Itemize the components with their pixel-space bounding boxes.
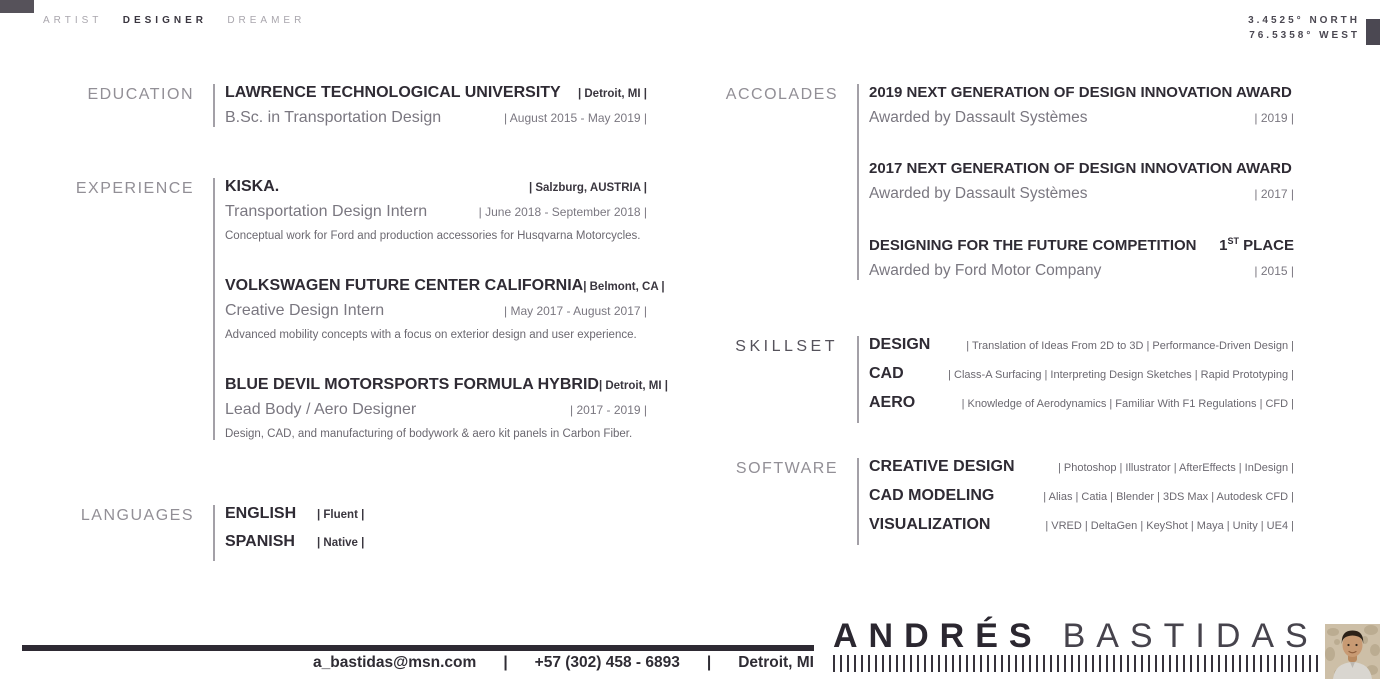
job-title: Creative Design Intern xyxy=(225,302,385,319)
award-place-ordinal: ST xyxy=(1227,236,1239,246)
software-entry xyxy=(869,487,1294,516)
award-place-word: PLACE xyxy=(1243,237,1294,254)
software-entry xyxy=(869,458,1294,487)
degree-name: B.Sc. in Transportation Design xyxy=(225,109,442,126)
job-dates: | June 2018 - September 2018 | xyxy=(478,205,647,219)
software-section xyxy=(700,458,1294,545)
coordinate-north: 3.4525° NORTH xyxy=(1248,15,1360,26)
job-description: Conceptual work for Ford and production accessories for Husqvarna Motorcycles. xyxy=(225,230,641,242)
award-by-row xyxy=(869,109,1294,127)
software-entry xyxy=(869,516,1294,545)
degree-dates: | August 2015 - May 2019 | xyxy=(504,111,647,125)
job-header xyxy=(225,376,668,394)
job-role-row xyxy=(225,302,647,320)
skill-details: | Translation of Ideas From 2D to 3D | Performance-Driven Design | xyxy=(966,340,1294,352)
job-dates: | May 2017 - August 2017 | xyxy=(504,304,647,318)
award-title-row xyxy=(869,160,1294,177)
skill-name: DESIGN xyxy=(869,336,931,353)
award-by: Awarded by Dassault Systèmes xyxy=(869,185,1088,202)
education-entry-detail xyxy=(225,109,647,127)
software-list: | Photoshop | Illustrator | AfterEffects | InDesign | xyxy=(1057,462,1294,474)
software-category: CREATIVE DESIGN xyxy=(869,458,1015,475)
languages-section xyxy=(60,505,647,561)
experience-entry xyxy=(225,178,647,242)
experience-entry xyxy=(225,376,668,440)
company-name: VOLKSWAGEN FUTURE CENTER CALIFORNIA xyxy=(225,277,584,294)
company-location: | Salzburg, AUSTRIA | xyxy=(528,182,647,194)
award-by-row xyxy=(869,262,1294,280)
header-accent-block xyxy=(0,0,34,13)
school-name: LAWRENCE TECHNOLOGICAL UNIVERSITY xyxy=(225,84,561,101)
language-entry xyxy=(225,505,647,533)
software-category: CAD MODELING xyxy=(869,487,995,504)
skillset-label: SKILLSET xyxy=(735,338,838,355)
language-name: SPANISH xyxy=(225,533,295,550)
company-location: | Detroit, MI | xyxy=(598,380,668,392)
language-level: | Native | xyxy=(317,537,365,549)
portrait-photo xyxy=(1325,624,1380,679)
award-by: Awarded by Ford Motor Company xyxy=(869,262,1102,279)
job-description: Design, CAD, and manufacturing of bodywork & aero kit panels in Carbon Fiber. xyxy=(225,428,633,440)
experience-entry xyxy=(225,277,665,341)
person-name xyxy=(833,617,1319,656)
tagline xyxy=(43,15,305,26)
award-title: 2019 NEXT GENERATION OF DESIGN INNOVATION AWARD xyxy=(869,84,1292,101)
award-year: | 2019 | xyxy=(1254,111,1294,125)
company-name: BLUE DEVIL MOTORSPORTS FORMULA HYBRID xyxy=(225,376,599,393)
job-header xyxy=(225,277,665,295)
job-role-row xyxy=(225,203,647,221)
tagline-artist: ARTIST xyxy=(43,15,103,26)
job-role-row xyxy=(225,401,647,419)
award-title: DESIGNING FOR THE FUTURE COMPETITION xyxy=(869,237,1197,254)
school-location: | Detroit, MI | xyxy=(577,88,647,100)
software-body xyxy=(857,458,1294,545)
tagline-dreamer: DREAMER xyxy=(227,15,306,26)
coordinate-west: 76.5358° WEST xyxy=(1249,30,1360,41)
software-category: VISUALIZATION xyxy=(869,516,991,533)
experience-section xyxy=(60,178,668,440)
tagline-designer: DESIGNER xyxy=(122,15,207,26)
language-level: | Fluent | xyxy=(317,509,365,521)
award-place-number: 1 xyxy=(1219,237,1228,254)
portrait-photo-illustration xyxy=(1325,624,1380,679)
software-label: SOFTWARE xyxy=(735,460,838,477)
skill-details: | Knowledge of Aerodynamics | Familiar With F1 Regulations | CFD | xyxy=(961,398,1294,410)
skillset-section xyxy=(700,336,1294,423)
barcode-decoration xyxy=(833,655,1321,672)
experience-body xyxy=(213,178,668,440)
award-entry xyxy=(869,236,1294,280)
company-name: KISKA. xyxy=(225,178,280,195)
job-title: Transportation Design Intern xyxy=(225,203,428,220)
accolades-section xyxy=(700,84,1294,280)
job-description: Advanced mobility concepts with a focus on exterior design and user experience. xyxy=(225,329,637,341)
contact-separator: | xyxy=(706,654,712,671)
company-location: | Belmont, CA | xyxy=(583,281,665,293)
language-entry xyxy=(225,533,647,561)
skill-details: | Class-A Surfacing | Interpreting Design Sketches | Rapid Prototyping | xyxy=(948,369,1294,381)
last-name: BASTIDAS xyxy=(1062,617,1319,655)
languages-label: LANGUAGES xyxy=(80,507,194,524)
contact-phone: +57 (302) 458 - 6893 xyxy=(534,654,680,671)
education-body xyxy=(213,84,647,127)
award-title-row xyxy=(869,236,1294,254)
accolades-label: ACCOLADES xyxy=(725,86,838,103)
education-section xyxy=(60,84,647,127)
experience-label: EXPERIENCE xyxy=(75,180,194,197)
contact-email: a_bastidas@msn.com xyxy=(313,654,477,671)
award-year: | 2015 | xyxy=(1254,264,1294,278)
education-entry-header xyxy=(225,84,647,102)
award-title-row xyxy=(869,84,1294,101)
language-name: ENGLISH xyxy=(225,505,297,522)
award-by-row xyxy=(869,185,1294,203)
job-title: Lead Body / Aero Designer xyxy=(225,401,417,418)
header-accent-block-right xyxy=(1366,19,1380,45)
skill-entry xyxy=(869,394,1294,423)
award-year: | 2017 | xyxy=(1254,187,1294,201)
award-entry xyxy=(869,84,1294,127)
languages-body xyxy=(213,505,647,561)
award-title: 2017 NEXT GENERATION OF DESIGN INNOVATION AWARD xyxy=(869,160,1292,177)
award-by: Awarded by Dassault Systèmes xyxy=(869,109,1088,126)
skill-entry xyxy=(869,336,1294,365)
job-dates: | 2017 - 2019 | xyxy=(570,403,647,417)
skill-name: AERO xyxy=(869,394,916,411)
contact-info xyxy=(22,654,814,672)
contact-separator: | xyxy=(503,654,508,671)
award-entry xyxy=(869,160,1294,203)
job-header xyxy=(225,178,647,196)
skill-name: CAD xyxy=(869,365,904,382)
gps-coordinates xyxy=(1248,13,1360,43)
software-list: | VRED | DeltaGen | KeyShot | Maya | Unity | UE4 | xyxy=(1045,520,1294,532)
award-place xyxy=(1219,236,1294,254)
skillset-body xyxy=(857,336,1294,423)
software-list: | Alias | Catia | Blender | 3DS Max | Autodesk CFD | xyxy=(1043,491,1294,503)
skill-entry xyxy=(869,365,1294,394)
contact-location: Detroit, MI xyxy=(738,654,814,671)
first-name: ANDRÉS xyxy=(833,617,1043,655)
education-label: EDUCATION xyxy=(87,86,194,103)
footer-divider-bar xyxy=(22,645,814,651)
accolades-body xyxy=(857,84,1294,280)
